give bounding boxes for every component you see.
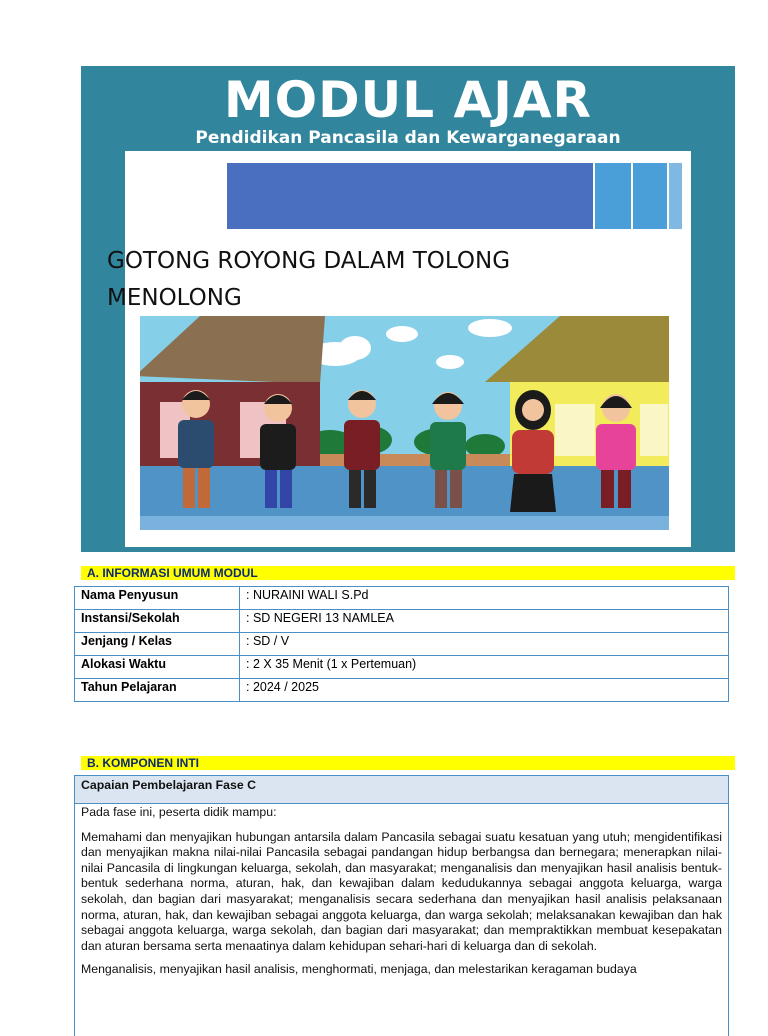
table-row [75,679,729,702]
lesson-title [107,243,667,317]
section-b-heading-text: B. KOMPONEN INTI [87,756,200,770]
section-a-heading [81,566,735,580]
info-label: Jenjang / Kelas [75,633,240,656]
cover-banner-stripe [669,163,682,229]
table-row [75,610,729,633]
lesson-title-line: GOTONG ROYONG DALAM TOLONG [107,248,511,274]
module-info-table [74,586,729,702]
subject-subtitle: Pendidikan Pancasila dan Kewarganegaraan [195,128,621,148]
cover-banner-stripe [595,163,631,229]
table-row [75,656,729,679]
info-value: : 2 X 35 Menit (1 x Pertemuan) [240,656,729,679]
paragraph: Pada fase ini, peserta didik mampu: [81,805,277,819]
section-b-heading [81,756,735,770]
cover-banner-stripe [633,163,667,229]
info-value: : SD NEGERI 13 NAMLEA [240,610,729,633]
info-value: : 2024 / 2025 [240,679,729,702]
info-value: : SD / V [240,633,729,656]
learning-outcomes-box [74,775,729,1036]
table-row [75,633,729,656]
section-a-heading-text: A. INFORMASI UMUM MODUL [87,566,258,580]
info-label: Tahun Pelajaran [75,679,240,702]
cover-banner-bar [227,163,593,229]
table-row [75,587,729,610]
paragraph: Memahami dan menyajikan hubungan antarsila dalam Pancasila sebagai suatu kesatuan yang utuh; mengidentifikasi dan menyajikan makna nilai-nilai Pancasila sebagai pandangan hidup berbangsa dan bernegara; menerapkan nilai-nilai Pancasila di lingkungan keluarga, sekolah, dan masyarakat; menganalisis dan menyajikan hasil analisis bentuk-bentuk sederhana norma, aturan, hak, dan kewajiban dalam kedudukannya sebagai anggota keluarga, warga sekolah, dan bagian dari masyarakat; menganalisis secara sederhana dan menyajikan hasil analisis pelaksanaan norma, aturan, hak, dan kewajiban sebagai anggota keluarga, dan warga sekolah; melaksanakan kewajiban dan hak sebagai anggota keluarga, warga sekolah, dan bagian dari masyarakat; dan mempraktikkan membuat kesepakatan dan aturan bersama serta menaatinya dalam kehidupan sehari-hari di keluarga dan di sekolah. [81,829,722,953]
children-village-illustration [140,316,669,530]
info-value: : NURAINI WALI S.Pd [240,587,729,610]
lesson-title-line: MENOLONG [107,285,242,311]
module-title: MODUL AJAR [223,71,593,129]
learning-outcomes-title: Capaian Pembelajaran Fase C [75,776,728,804]
info-label: Nama Penyusun [75,587,240,610]
info-label: Alokasi Waktu [75,656,240,679]
paragraph: Menganalisis, menyajikan hasil analisis, menghormati, menjaga, dan melestarikan keragaman budaya [81,962,637,977]
info-label: Instansi/Sekolah [75,610,240,633]
